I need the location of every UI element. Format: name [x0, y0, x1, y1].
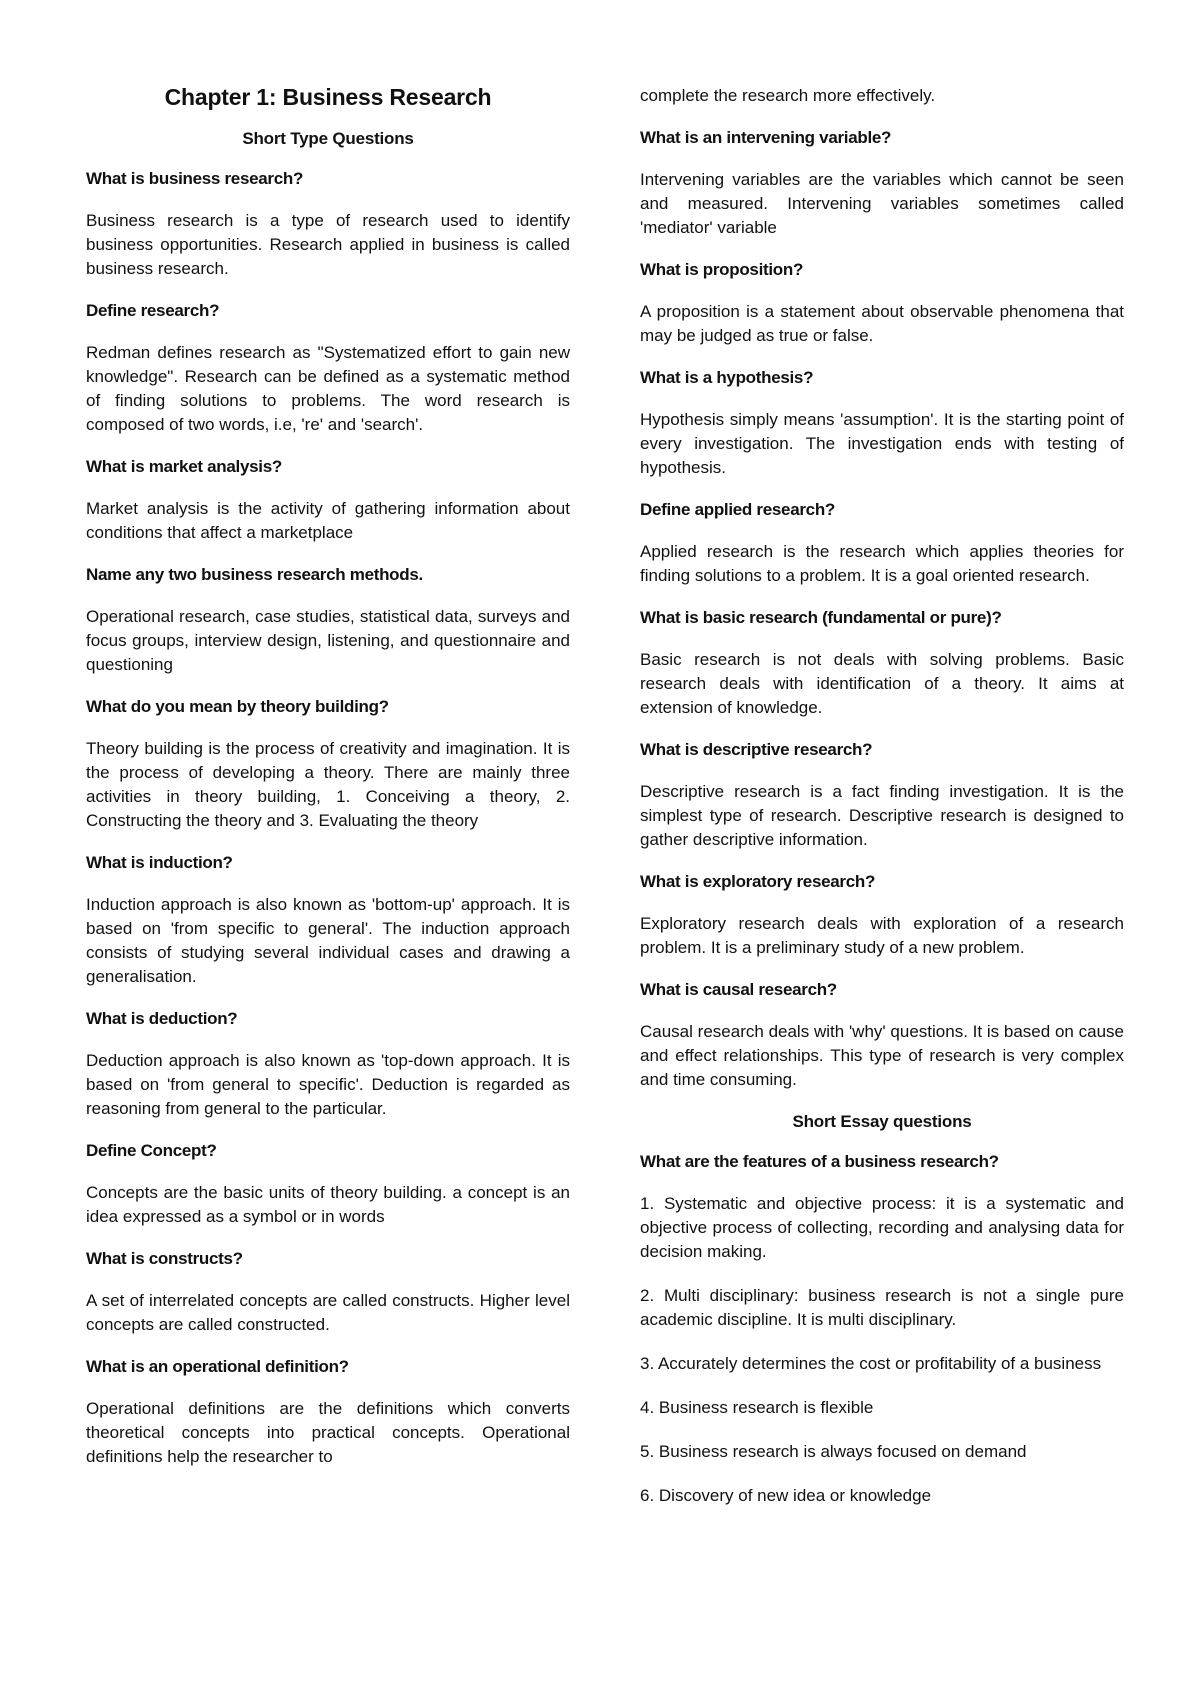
- question: What do you mean by theory building?: [86, 697, 389, 716]
- question: What is causal research?: [640, 980, 837, 999]
- right-column: [640, 84, 1124, 1528]
- answer: Market analysis is the activity of gathering information about conditions that affect a marketplace: [86, 499, 570, 542]
- question: Name any two business research methods.: [86, 565, 423, 584]
- question: What is proposition?: [640, 260, 804, 279]
- answer: Hypothesis simply means 'assumption'. It is the starting point of every investigation. The investigation ends with testing of hypothesis.: [640, 410, 1124, 477]
- question: What is market analysis?: [86, 457, 282, 476]
- answer: Redman defines research as "Systematized effort to gain new knowledge". Research can be defined as a systematic method of finding solutions to problems. The word research is composed of two words, i.e, 're' and 'search'.: [86, 343, 570, 434]
- question: Define research?: [86, 301, 220, 320]
- question: What is deduction?: [86, 1009, 238, 1028]
- feature-item: 1. Systematic and objective process: it is a systematic and objective process of collecting, recording and analysing data for decision making.: [640, 1194, 1124, 1261]
- feature-item: 4. Business research is flexible: [640, 1398, 874, 1417]
- answer: Operational definitions are the definitions which converts theoretical concepts into practical concepts. Operational definitions help the researcher to: [86, 1399, 570, 1466]
- answer: Causal research deals with 'why' questions. It is based on cause and effect relationships. This type of research is very complex and time consuming.: [640, 1022, 1124, 1089]
- section-heading-short-essay: Short Essay questions: [792, 1112, 972, 1131]
- question: What is basic research (fundamental or pure)?: [640, 608, 1002, 627]
- feature-item: 2. Multi disciplinary: business research is not a single pure academic discipline. It is multi disciplinary.: [640, 1286, 1124, 1329]
- section-heading-short-type: Short Type Questions: [242, 129, 414, 148]
- left-column: [86, 80, 570, 1489]
- answer: Basic research is not deals with solving problems. Basic research deals with identification of a theory. It aims at extension of knowledge.: [640, 650, 1124, 717]
- answer: Business research is a type of research used to identify business opportunities. Research applied in business is called business research.: [86, 211, 570, 278]
- answer: A proposition is a statement about observable phenomena that may be judged as true or false.: [640, 302, 1124, 345]
- chapter-title: Chapter 1: Business Research: [164, 84, 492, 110]
- question: What is an intervening variable?: [640, 128, 892, 147]
- answer: A set of interrelated concepts are called constructs. Higher level concepts are called constructed.: [86, 1291, 570, 1334]
- question: What is business research?: [86, 169, 304, 188]
- question: What is descriptive research?: [640, 740, 873, 759]
- question: What is an operational definition?: [86, 1357, 349, 1376]
- question: What is exploratory research?: [640, 872, 876, 891]
- answer: Induction approach is also known as 'bottom-up' approach. It is based on 'from specific to general'. The induction approach consists of studying several individual cases and drawing a generalisation.: [86, 895, 570, 986]
- answer: Exploratory research deals with exploration of a research problem. It is a preliminary study of a new problem.: [640, 914, 1124, 957]
- feature-item: 5. Business research is always focused on demand: [640, 1442, 1027, 1461]
- answer: Theory building is the process of creativity and imagination. It is the process of developing a theory. There are mainly three activities in theory building, 1. Conceiving a theory, 2. Constructing the theory and 3. Evaluating the theory: [86, 739, 570, 830]
- answer-continuation: complete the research more effectively.: [640, 86, 936, 105]
- question: What is a hypothesis?: [640, 368, 814, 387]
- answer: Descriptive research is a fact finding investigation. It is the simplest type of research. Descriptive research is designed to gather descriptive information.: [640, 782, 1124, 849]
- answer: Concepts are the basic units of theory building. a concept is an idea expressed as a symbol or in words: [86, 1183, 570, 1226]
- answer: Deduction approach is also known as 'top-down approach. It is based on 'from general to specific'. Deduction is regarded as reasoning from general to the particular.: [86, 1051, 570, 1118]
- answer: Intervening variables are the variables which cannot be seen and measured. Intervening variables sometimes called 'mediator' variable: [640, 170, 1124, 237]
- question: What is induction?: [86, 853, 233, 872]
- answer: Applied research is the research which applies theories for finding solutions to a problem. It is a goal oriented research.: [640, 542, 1124, 585]
- question: What are the features of a business research?: [640, 1152, 999, 1171]
- feature-item: 3. Accurately determines the cost or profitability of a business: [640, 1354, 1102, 1373]
- question: What is constructs?: [86, 1249, 243, 1268]
- feature-item: 6. Discovery of new idea or knowledge: [640, 1486, 932, 1505]
- question: Define Concept?: [86, 1141, 217, 1160]
- answer: Operational research, case studies, statistical data, surveys and focus groups, interview design, listening, and questionnaire and questioning: [86, 607, 570, 674]
- question: Define applied research?: [640, 500, 835, 519]
